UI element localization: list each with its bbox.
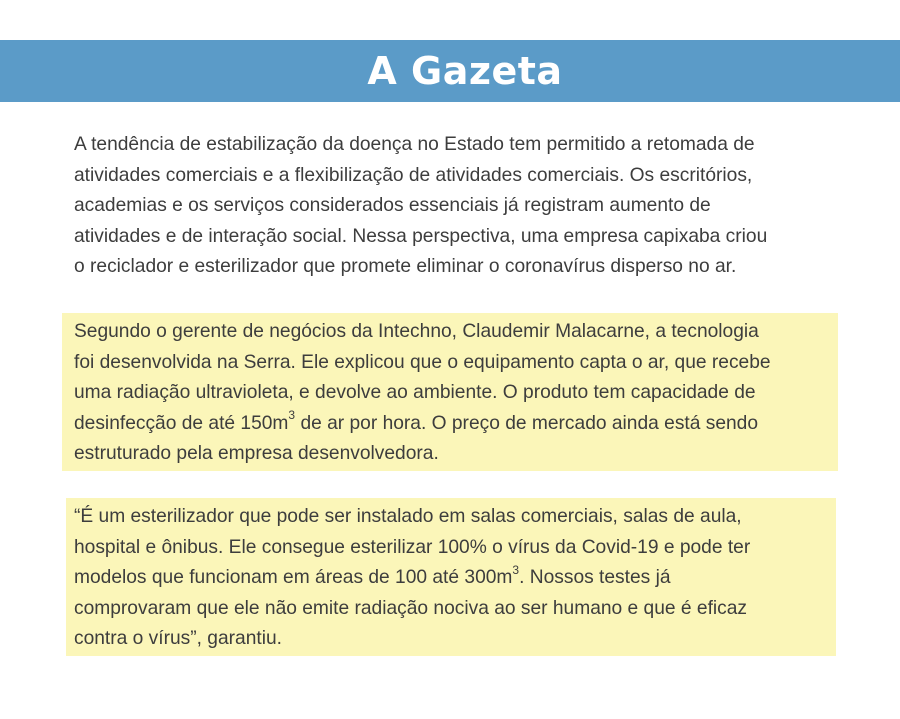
- paragraph-text: desinfecção de até 150m: [74, 412, 289, 434]
- intro-paragraph: [74, 130, 844, 283]
- paragraph-line: foi desenvolvida na Serra. Ele explicou que o equipamento capta o ar, que recebe: [74, 351, 771, 373]
- paragraph-line: Segundo o gerente de negócios da Intechno, Claudemir Malacarne, a tecnologia: [74, 321, 759, 342]
- quote-line: “É um esterilizador que pode ser instalado em salas comerciais, salas de aula,: [74, 506, 742, 527]
- quote-line: contra o vírus”, garantiu.: [74, 628, 282, 649]
- paragraph-line: [74, 409, 838, 440]
- intro-line: atividades e de interação social. Nessa perspectiva, uma empresa capixaba criou: [74, 225, 768, 247]
- paragraph-line: uma radiação ultravioleta, e devolve ao ambiente. O produto tem capacidade de: [74, 382, 756, 403]
- quote-line: comprovaram que ele não emite radiação nociva ao ser humano e que é eficaz: [74, 597, 748, 619]
- intro-line: o reciclador e esterilizador que promete eliminar o coronavírus disperso no ar.: [74, 256, 737, 277]
- paragraph-text: de ar por hora. O preço de mercado ainda está sendo: [295, 412, 759, 434]
- intro-line: atividades comerciais e a flexibilização de atividades comerciais. Os escritórios,: [74, 164, 753, 186]
- superscript: 3: [288, 408, 296, 423]
- intro-line: A tendência de estabilização da doença no Estado tem permitido a retomada de: [74, 134, 755, 155]
- quote-text: modelos que funcionam em áreas de 100 até 300m: [74, 567, 513, 588]
- intro-line: academias e os serviços considerados essenciais já registram aumento de: [74, 195, 711, 216]
- quote-line: [74, 563, 836, 594]
- quote-line: hospital e ônibus. Ele consegue esterilizar 100% o vírus da Covid-19 e pode ter: [74, 536, 751, 558]
- header-banner: [0, 40, 900, 102]
- quote-text: . Nossos testes já: [519, 567, 671, 588]
- superscript: 3: [512, 562, 520, 577]
- highlighted-paragraph-manager: [62, 313, 838, 471]
- site-title: A Gazeta: [367, 49, 563, 93]
- paragraph-line: estruturado pela empresa desenvolvedora.: [74, 443, 439, 464]
- highlighted-paragraph-quote: [66, 498, 836, 656]
